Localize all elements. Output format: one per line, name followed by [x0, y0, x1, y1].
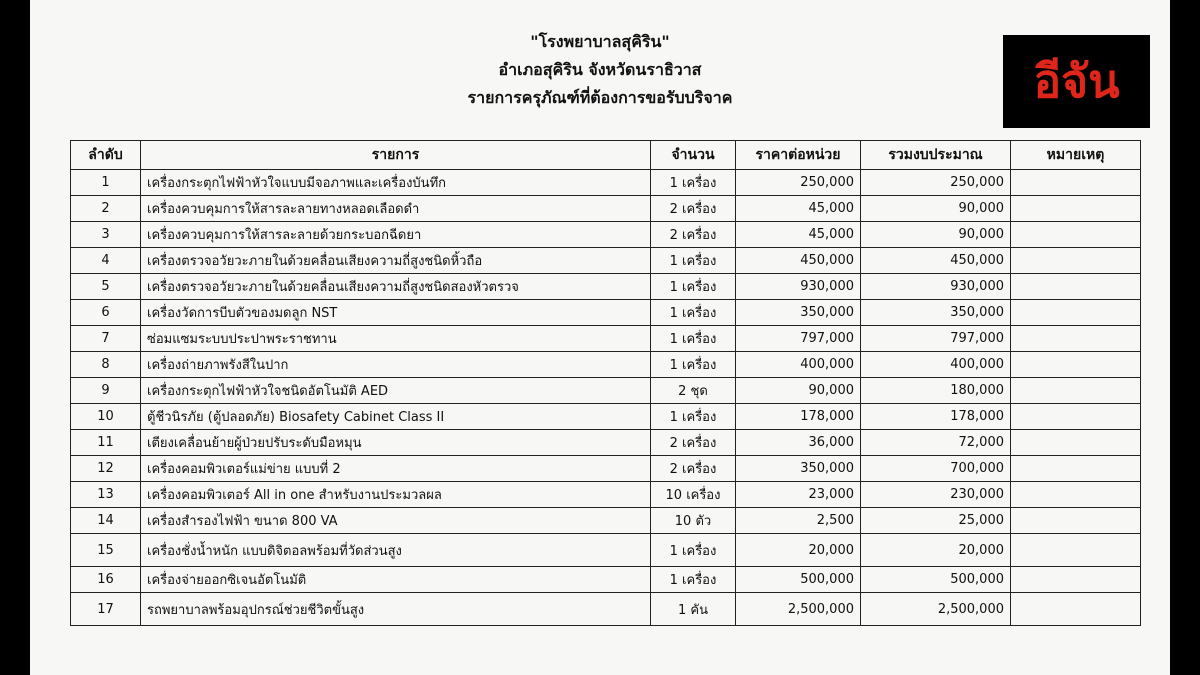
item-total: 178,000	[861, 404, 1011, 430]
item-description: เครื่องถ่ายภาพรังสีในปาก	[141, 352, 651, 378]
row-number: 11	[71, 430, 141, 456]
row-number: 6	[71, 300, 141, 326]
item-remark	[1011, 593, 1141, 626]
table-row	[71, 300, 1141, 326]
item-unit-price: 178,000	[736, 404, 861, 430]
brand-logo: อีจัน	[1003, 35, 1150, 128]
item-unit-price: 500,000	[736, 567, 861, 593]
item-description: ซ่อมแซมระบบประปาพระราชทาน	[141, 326, 651, 352]
table-row	[71, 326, 1141, 352]
item-remark	[1011, 222, 1141, 248]
header-total: รวมงบประมาณ	[861, 141, 1011, 170]
item-remark	[1011, 352, 1141, 378]
table-row	[71, 430, 1141, 456]
header-qty: จำนวน	[651, 141, 736, 170]
item-remark	[1011, 430, 1141, 456]
item-total: 797,000	[861, 326, 1011, 352]
item-description: เครื่องกระตุกไฟฟ้าหัวใจชนิดอัตโนมัติ AED	[141, 378, 651, 404]
table-row	[71, 196, 1141, 222]
row-number: 15	[71, 534, 141, 567]
item-total: 180,000	[861, 378, 1011, 404]
item-total: 250,000	[861, 170, 1011, 196]
table-row	[71, 274, 1141, 300]
row-number: 3	[71, 222, 141, 248]
table-row	[71, 352, 1141, 378]
item-unit-price: 350,000	[736, 300, 861, 326]
item-quantity: 1 เครื่อง	[651, 248, 736, 274]
item-description: เตียงเคลื่อนย้ายผู้ป่วยปรับระดับมือหมุน	[141, 430, 651, 456]
row-number: 14	[71, 508, 141, 534]
item-remark	[1011, 456, 1141, 482]
table-row	[71, 222, 1141, 248]
item-remark	[1011, 482, 1141, 508]
row-number: 2	[71, 196, 141, 222]
donation-items-table	[70, 140, 1141, 626]
item-quantity: 2 เครื่อง	[651, 196, 736, 222]
row-number: 1	[71, 170, 141, 196]
table-row	[71, 248, 1141, 274]
item-total: 20,000	[861, 534, 1011, 567]
item-unit-price: 90,000	[736, 378, 861, 404]
item-quantity: 1 เครื่อง	[651, 567, 736, 593]
item-description: เครื่องควบคุมการให้สารละลายทางหลอดเลือดดำ	[141, 196, 651, 222]
row-number: 5	[71, 274, 141, 300]
item-remark	[1011, 534, 1141, 567]
row-number: 9	[71, 378, 141, 404]
item-unit-price: 250,000	[736, 170, 861, 196]
item-total: 450,000	[861, 248, 1011, 274]
item-total: 500,000	[861, 567, 1011, 593]
header-unit-price: ราคาต่อหน่วย	[736, 141, 861, 170]
item-description: เครื่องจ่ายออกซิเจนอัตโนมัติ	[141, 567, 651, 593]
row-number: 13	[71, 482, 141, 508]
item-description: เครื่องตรวจอวัยวะภายในด้วยคลื่อนเสียงความถี่สูงชนิดหิ้วถือ	[141, 248, 651, 274]
item-description: เครื่องกระตุกไฟฟ้าหัวใจแบบมีจอภาพและเครื่องบันทึก	[141, 170, 651, 196]
item-quantity: 1 เครื่อง	[651, 352, 736, 378]
table-row	[71, 404, 1141, 430]
table-row	[71, 567, 1141, 593]
header-no: ลำดับ	[71, 141, 141, 170]
table-row	[71, 534, 1141, 567]
item-quantity: 1 เครื่อง	[651, 326, 736, 352]
row-number: 10	[71, 404, 141, 430]
item-description: เครื่องคอมพิวเตอร์ All in one สำหรับงานประมวลผล	[141, 482, 651, 508]
item-quantity: 2 เครื่อง	[651, 430, 736, 456]
table-row	[71, 482, 1141, 508]
item-remark	[1011, 567, 1141, 593]
item-unit-price: 797,000	[736, 326, 861, 352]
item-remark	[1011, 508, 1141, 534]
item-total: 930,000	[861, 274, 1011, 300]
item-unit-price: 2,500	[736, 508, 861, 534]
item-unit-price: 450,000	[736, 248, 861, 274]
hospital-name: "โรงพยาบาลสุคิริน"	[530, 32, 670, 51]
item-unit-price: 36,000	[736, 430, 861, 456]
item-total: 90,000	[861, 196, 1011, 222]
item-unit-price: 20,000	[736, 534, 861, 567]
item-quantity: 1 เครื่อง	[651, 300, 736, 326]
item-quantity: 2 ชุด	[651, 378, 736, 404]
item-description: เครื่องวัดการบีบตัวของมดลูก NST	[141, 300, 651, 326]
item-unit-price: 350,000	[736, 456, 861, 482]
item-total: 350,000	[861, 300, 1011, 326]
item-unit-price: 400,000	[736, 352, 861, 378]
document-heading	[300, 28, 900, 112]
table-header-row	[71, 141, 1141, 170]
item-unit-price: 2,500,000	[736, 593, 861, 626]
item-quantity: 1 คัน	[651, 593, 736, 626]
item-description: เครื่องควบคุมการให้สารละลายด้วยกระบอกฉีดยา	[141, 222, 651, 248]
header-item: รายการ	[141, 141, 651, 170]
item-description: เครื่องสำรองไฟฟ้า ขนาด 800 VA	[141, 508, 651, 534]
item-remark	[1011, 404, 1141, 430]
table-row	[71, 170, 1141, 196]
item-total: 2,500,000	[861, 593, 1011, 626]
list-title: รายการครุภัณฑ์ที่ต้องการขอรับบริจาค	[467, 88, 733, 107]
item-total: 400,000	[861, 352, 1011, 378]
item-unit-price: 23,000	[736, 482, 861, 508]
row-number: 12	[71, 456, 141, 482]
item-unit-price: 45,000	[736, 222, 861, 248]
item-quantity: 10 เครื่อง	[651, 482, 736, 508]
item-remark	[1011, 170, 1141, 196]
item-quantity: 1 เครื่อง	[651, 170, 736, 196]
item-quantity: 10 ตัว	[651, 508, 736, 534]
item-quantity: 1 เครื่อง	[651, 534, 736, 567]
item-quantity: 1 เครื่อง	[651, 274, 736, 300]
district-line: อำเภอสุคิริน จังหวัดนราธิวาส	[498, 60, 702, 79]
row-number: 16	[71, 567, 141, 593]
item-description: เครื่องคอมพิวเตอร์แม่ข่าย แบบที่ 2	[141, 456, 651, 482]
table-row	[71, 378, 1141, 404]
item-quantity: 1 เครื่อง	[651, 404, 736, 430]
item-remark	[1011, 300, 1141, 326]
item-total: 700,000	[861, 456, 1011, 482]
item-total: 90,000	[861, 222, 1011, 248]
item-unit-price: 930,000	[736, 274, 861, 300]
item-unit-price: 45,000	[736, 196, 861, 222]
item-description: เครื่องชั่งน้ำหนัก แบบดิจิตอลพร้อมที่วัดส่วนสูง	[141, 534, 651, 567]
table-row	[71, 593, 1141, 626]
item-remark	[1011, 248, 1141, 274]
item-remark	[1011, 196, 1141, 222]
row-number: 8	[71, 352, 141, 378]
item-quantity: 2 เครื่อง	[651, 456, 736, 482]
table-row	[71, 508, 1141, 534]
item-remark	[1011, 326, 1141, 352]
item-description: เครื่องตรวจอวัยวะภายในด้วยคลื่อนเสียงความถี่สูงชนิดสองหัวตรวจ	[141, 274, 651, 300]
item-remark	[1011, 378, 1141, 404]
item-remark	[1011, 274, 1141, 300]
row-number: 17	[71, 593, 141, 626]
item-total: 25,000	[861, 508, 1011, 534]
header-remark: หมายเหตุ	[1011, 141, 1141, 170]
item-description: รถพยาบาลพร้อมอุปกรณ์ช่วยชีวิตขั้นสูง	[141, 593, 651, 626]
item-description: ตู้ชีวนิรภัย (ตู้ปลอดภัย) Biosafety Cabinet Class II	[141, 404, 651, 430]
item-total: 230,000	[861, 482, 1011, 508]
row-number: 7	[71, 326, 141, 352]
item-quantity: 2 เครื่อง	[651, 222, 736, 248]
table-row	[71, 456, 1141, 482]
item-total: 72,000	[861, 430, 1011, 456]
row-number: 4	[71, 248, 141, 274]
